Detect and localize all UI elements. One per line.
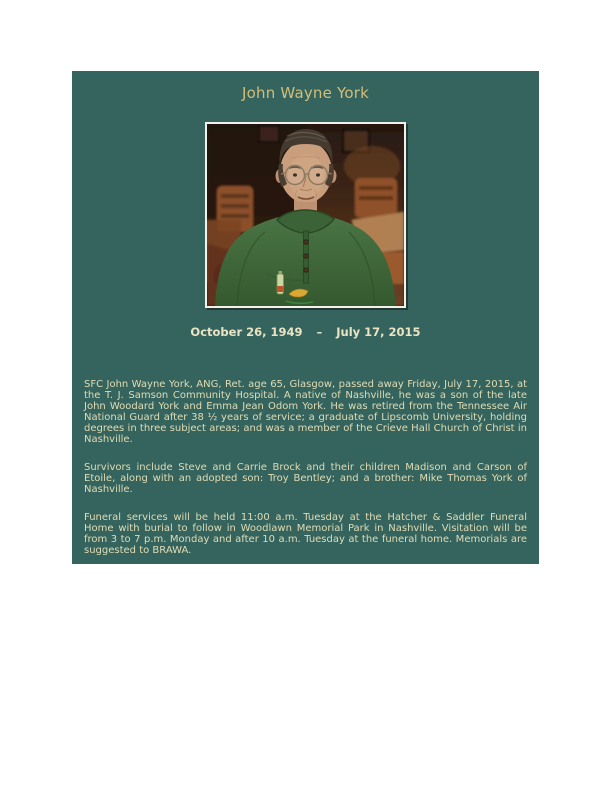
obituary-card <box>72 71 539 564</box>
birth-date: October 26, 1949 <box>190 325 303 339</box>
life-dates <box>72 325 539 339</box>
obituary-paragraph-biography: SFC John Wayne York, ANG, Ret. age 65, Glasgow, passed away Friday, July 17, 2015, at the T. J. Samson Community Hospital. A native of Nashville, he was a son of the late John Woodard York and Emma Jean Odom York. He was retired from the Tennessee Air National Guard after 38 ½ years of service; a graduate of Lipscomb University, holding degrees in three subject areas; and was a member of the Crieve Hall Church of Christ in Nashville. <box>84 379 527 445</box>
obituary-paragraph-survivors: Survivors include Steve and Carrie Brock and their children Madison and Carson of Etoile, along with an adopted son: Troy Bentley; and a brother: Mike Thomas York of Nashville. <box>84 462 527 495</box>
obituary-paragraph-services: Funeral services will be held 11:00 a.m. Tuesday at the Hatcher & Saddler Funeral Home with burial to follow in Woodlawn Memorial Park in Nashville. Visitation will be from 3 to 7 p.m. Monday and after 10 a.m. Tuesday at the funeral home. Memorials are suggested to BRAWA. <box>84 512 527 556</box>
death-date: July 17, 2015 <box>336 325 421 339</box>
page-title: John Wayne York <box>241 84 370 102</box>
date-separator: – <box>316 325 323 339</box>
obituary-body <box>84 379 527 556</box>
portrait-illustration <box>207 124 404 306</box>
portrait-photo <box>205 122 406 308</box>
